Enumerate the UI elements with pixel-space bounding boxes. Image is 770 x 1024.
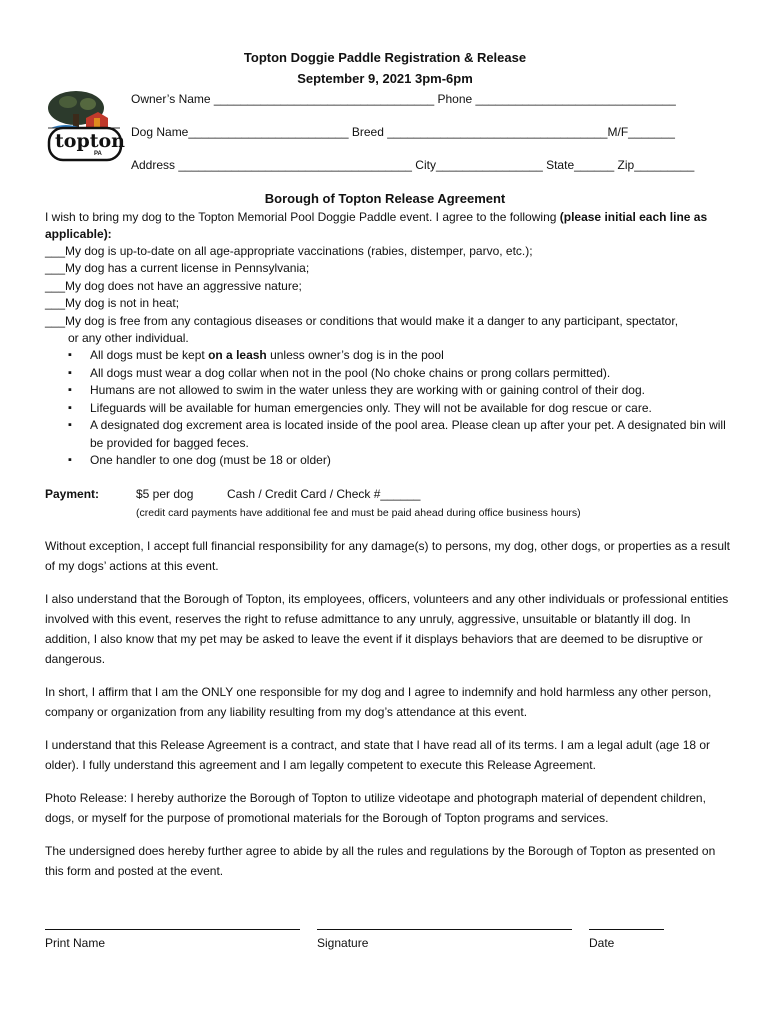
address-field[interactable]: Address ___________________________________ City________________ State______ Zip_________ <box>131 158 695 172</box>
paragraph-financial: Without exception, I accept full financial responsibility for any damage(s) to persons, my dog, other dogs, or properties as a result of my dogs’ actions at this event. <box>45 539 731 573</box>
dog-name-label: Dog Name <box>131 125 189 139</box>
logo-text: topton <box>55 130 125 152</box>
event-date: September 9, 2021 3pm-6pm <box>297 71 473 86</box>
print-name-line[interactable] <box>45 929 300 930</box>
tree-icon <box>46 88 124 168</box>
payment-note: (credit card payments have additional fee and must be paid ahead during office business hours) <box>136 507 581 519</box>
mf-label: M/F <box>607 125 629 139</box>
paragraph-contract: I understand that this Release Agreement is a contract, and state that I have read all of its terms. I am a legal adult (age 18 or older). I fully understand this agreement and I am legally competent to execute this Release Agreement. <box>45 738 711 772</box>
phone-label: Phone <box>437 92 473 106</box>
date-line[interactable] <box>589 929 664 930</box>
initial-line-contagious-cont: or any other individual. <box>68 331 189 345</box>
paragraph-photo-release: Photo Release: I hereby authorize the Borough of Topton to utilize videotape and photograph material of dependent children, dogs, or myself for the purpose of promotional materials for the Borough of Topton programs and services. <box>45 791 706 825</box>
signature-label: Signature <box>317 936 369 950</box>
owner-name-field[interactable]: Owner’s Name _________________________________ Phone ______________________________ <box>131 92 676 106</box>
paragraph-rules: The undersigned does hereby further agree to abide by all the rules and regulations by the Borough of Topton as presented on this form and posted at the event. <box>45 844 716 878</box>
dog-name-field[interactable]: Dog Name________________________ Breed _________________________________M/F_______ <box>131 125 675 139</box>
print-name-label: Print Name <box>45 936 106 950</box>
paragraph-indemnify: In short, I affirm that I am the ONLY one responsible for my dog and I agree to indemnify and hold harmless any other person, company or organization from any liability resulting from my dog’s attendance at this event. <box>45 685 712 719</box>
list-item: ▪ All dogs must be kept on a leash unless owner’s dog is in the pool <box>68 347 728 365</box>
topton-logo <box>46 88 124 168</box>
list-item: ▪ Lifeguards will be available for human emergencies only. They will not be available for dog rescue or care. <box>68 400 728 418</box>
list-item: ▪ Humans are not allowed to swim in the water unless they are working with or gaining control of their dog. <box>68 382 728 400</box>
zip-label: Zip <box>617 158 635 172</box>
address-label: Address <box>131 158 176 172</box>
initial-line-heat[interactable]: ___My dog is not in heat; <box>45 296 180 310</box>
list-item: ▪ A designated dog excrement area is located inside of the pool area. Please clean up after your pet. A designated bin will be provided for bagged feces. <box>68 417 728 452</box>
signature-line[interactable] <box>317 929 572 930</box>
payment-label: Payment: <box>45 487 100 501</box>
owner-name-label: Owner’s Name <box>131 92 211 106</box>
page-title: Topton Doggie Paddle Registration & Release <box>243 50 527 65</box>
rules-list <box>68 347 728 470</box>
initial-line-aggressive[interactable]: ___My dog does not have an aggressive nature; <box>45 279 302 293</box>
initial-line-vaccinations[interactable]: ___My dog is up-to-date on all age-appropriate vaccinations (rabies, distemper, parvo, etc.); <box>45 244 533 258</box>
list-item: ▪ One handler to one dog (must be 18 or older) <box>68 452 728 470</box>
date-label: Date <box>589 936 615 950</box>
breed-label: Breed <box>351 125 384 139</box>
paragraph-admittance: I also understand that the Borough of Topton, its employees, officers, volunteers and any other individuals or professional entities involved with this event, reserves the right to refuse admittance to any unruly, aggressive, unsuitable or blatantly ill dog. In addition, I also know that my pet may be asked to leave the event if it displays behaviors that are deemed to be disruptive or dangerous. <box>45 592 729 666</box>
agreement-heading: Borough of Topton Release Agreement <box>264 191 506 206</box>
payment-methods[interactable]: Cash / Credit Card / Check #______ <box>227 487 421 501</box>
payment-amount: $5 per dog <box>136 487 194 501</box>
initial-line-contagious[interactable]: ___My dog is free from any contagious diseases or conditions that would make it a danger to any participant, spectator, <box>45 314 679 328</box>
initial-instruction: (please initial each line as applicable): <box>45 210 708 241</box>
list-item: ▪ All dogs must wear a dog collar when not in the pool (No choke chains or prong collars permitted). <box>68 365 728 383</box>
logo-subtext: PA <box>94 151 102 157</box>
agreement-intro: I wish to bring my dog to the Topton Memorial Pool Doggie Paddle event. I agree to the following (please initial each line as applicable): <box>45 210 708 241</box>
initial-line-license[interactable]: ___My dog has a current license in Pennsylvania; <box>45 261 310 275</box>
state-label: State <box>546 158 575 172</box>
city-label: City <box>415 158 436 172</box>
